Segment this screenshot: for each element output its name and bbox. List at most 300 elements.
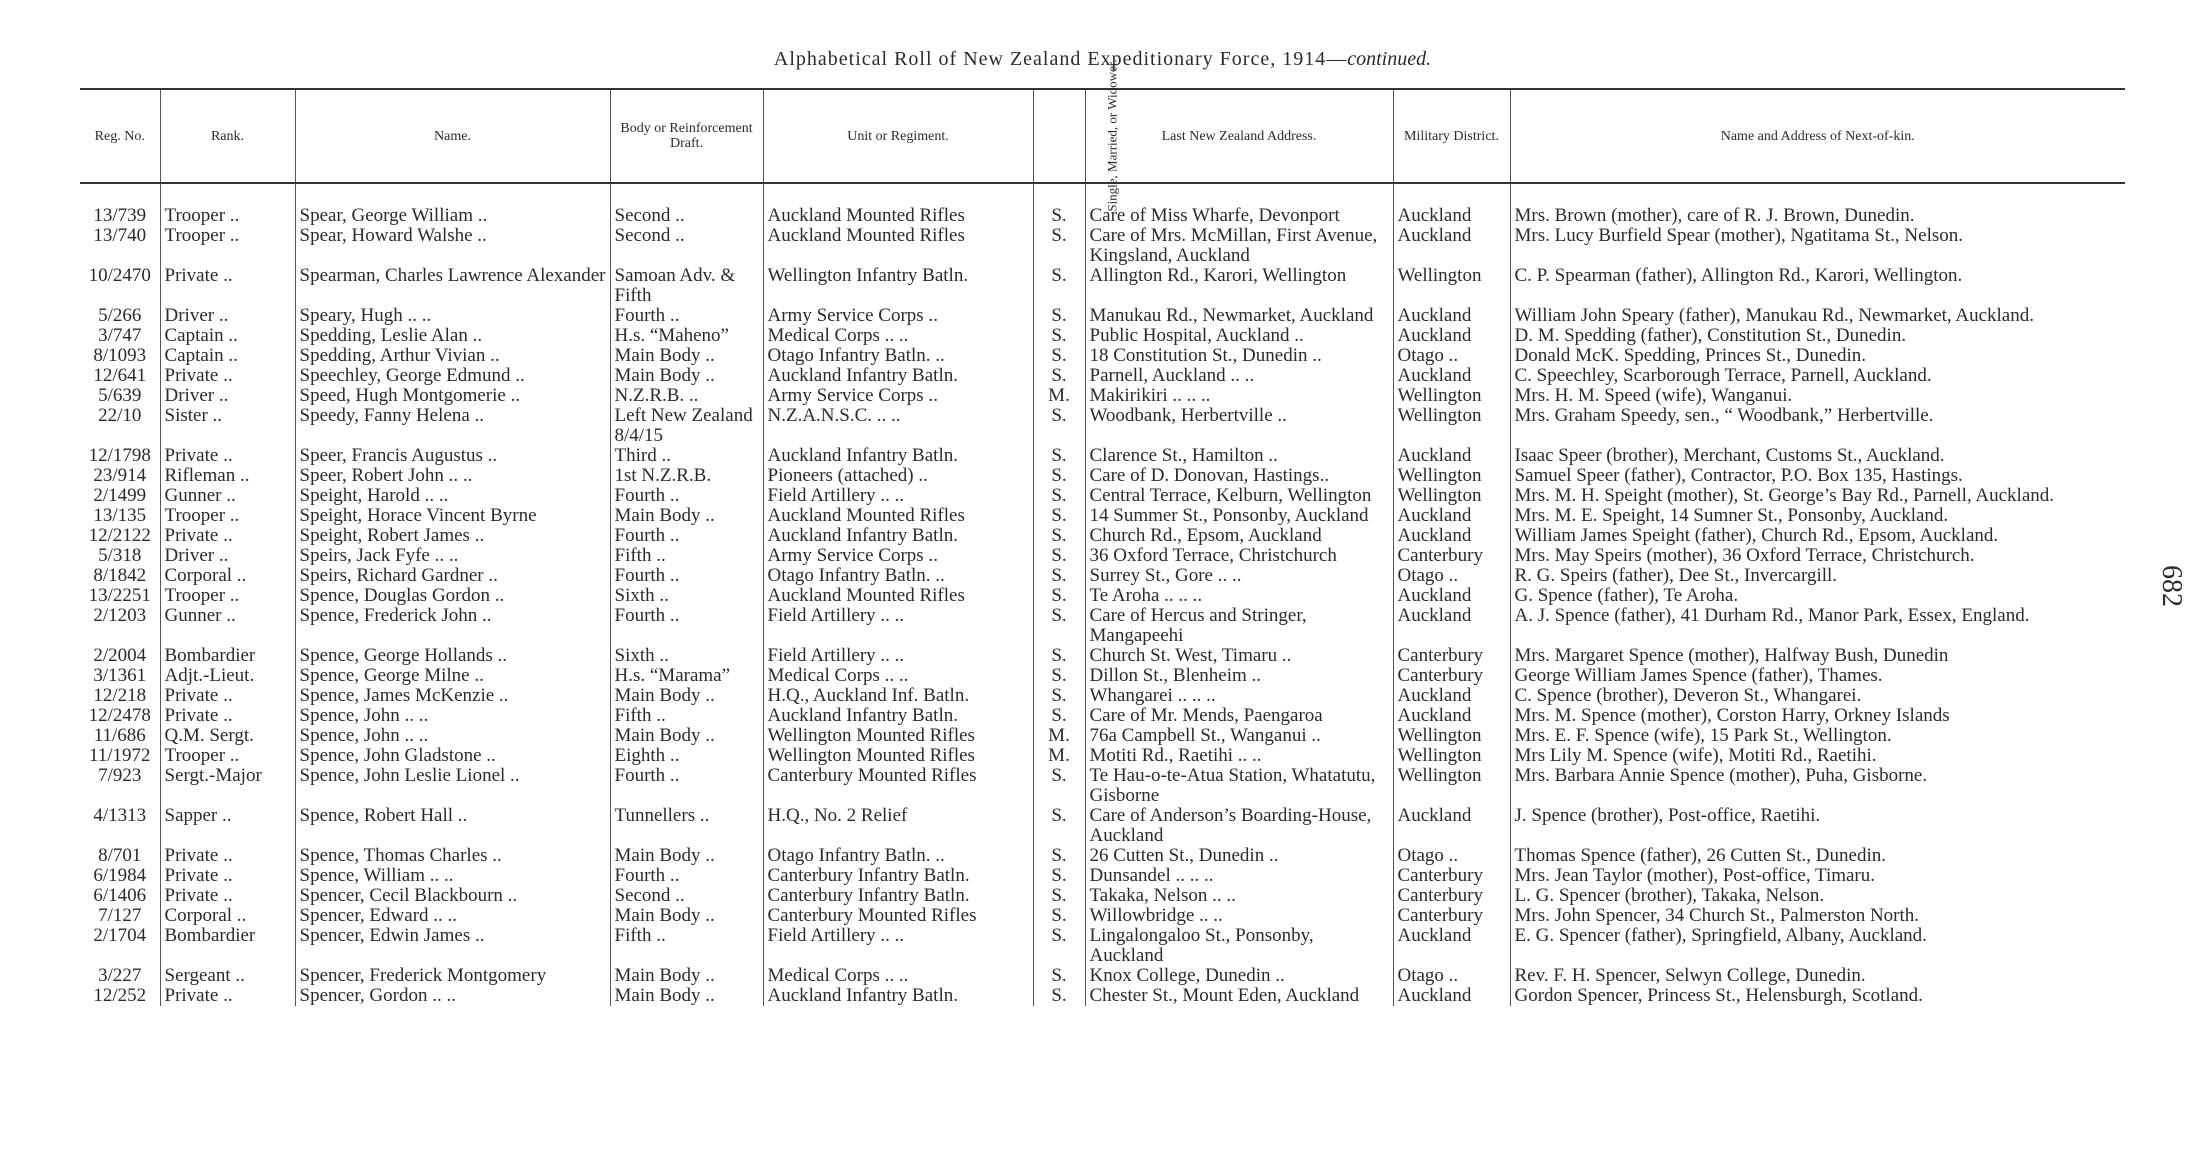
table-row: [80, 846, 2125, 866]
cell-marital-status: S.: [1033, 846, 1085, 866]
table-row: [80, 686, 2125, 706]
cell-address: Allington Rd., Karori, Wellington: [1085, 266, 1393, 306]
cell-next-of-kin: Mrs. M. H. Speight (mother), St. George’s Bay Rd., Parnell, Auckland.: [1514, 486, 2055, 506]
cell-district: Auckland: [1393, 226, 1510, 266]
cell-next-of-kin: G. Spence (father), Te Aroha.: [1514, 586, 1739, 606]
cell-unit: Field Artillery .. ..: [763, 926, 1033, 966]
cell-draft: N.Z.R.B. ..: [610, 386, 763, 406]
cell-address: Care of Mr. Mends, Paengaroa: [1085, 706, 1393, 726]
cell-address: 18 Constitution St., Dunedin ..: [1085, 346, 1393, 366]
cell-unit: Auckland Infantry Batln.: [763, 446, 1033, 466]
cell-name: Spencer, Edwin James ..: [295, 926, 610, 966]
cell-marital-status: S.: [1033, 446, 1085, 466]
cell-name: Spence, William .. ..: [295, 866, 610, 886]
cell-draft: Fourth ..: [610, 566, 763, 586]
cell-next-of-kin: J. Spence (brother), Post-office, Raetihi.: [1514, 806, 1821, 826]
cell-district: Canterbury: [1393, 886, 1510, 906]
cell-draft: Main Body ..: [610, 906, 763, 926]
cell-next-of-kin: George William James Spence (father), Thames.: [1514, 666, 1883, 686]
cell-marital-status: S.: [1033, 666, 1085, 686]
cell-district: Wellington: [1393, 406, 1510, 446]
cell-draft: Tunnellers ..: [610, 806, 763, 846]
cell-next-of-kin: Mrs. M. Spence (mother), Corston Harry, Orkney Islands: [1514, 706, 1950, 726]
cell-marital-status: S.: [1033, 326, 1085, 346]
cell-draft: Samoan Adv. & Fifth: [610, 266, 763, 306]
cell-marital-status: S.: [1033, 346, 1085, 366]
cell-reg-no: 3/1361: [80, 666, 160, 686]
table-row: [80, 726, 2125, 746]
cell-name: Spear, George William ..: [295, 183, 610, 226]
col-header-reg-no: Reg. No.: [80, 89, 160, 183]
cell-name: Spence, Thomas Charles ..: [295, 846, 610, 866]
table-row: [80, 526, 2125, 546]
cell-district: Wellington: [1393, 766, 1510, 806]
cell-unit: Auckland Infantry Batln.: [763, 986, 1033, 1006]
cell-reg-no: 6/1984: [80, 866, 160, 886]
cell-district: Auckland: [1393, 366, 1510, 386]
cell-district: Canterbury: [1393, 666, 1510, 686]
cell-reg-no: 8/701: [80, 846, 160, 866]
cell-marital-status: M.: [1033, 746, 1085, 766]
col-header-next-of-kin: Name and Address of Next-of-kin.: [1510, 89, 2125, 183]
cell-reg-no: 12/1798: [80, 446, 160, 466]
cell-reg-no: 12/2478: [80, 706, 160, 726]
cell-address: 14 Summer St., Ponsonby, Auckland: [1085, 506, 1393, 526]
cell-address: Parnell, Auckland .. ..: [1085, 366, 1393, 386]
table-row: [80, 226, 2125, 266]
cell-unit: Canterbury Infantry Batln.: [763, 886, 1033, 906]
cell-unit: Medical Corps .. ..: [763, 326, 1033, 346]
cell-marital-status: S.: [1033, 606, 1085, 646]
cell-reg-no: 6/1406: [80, 886, 160, 906]
cell-unit: Wellington Mounted Rifles: [763, 726, 1033, 746]
cell-address: Central Terrace, Kelburn, Wellington: [1085, 486, 1393, 506]
cell-draft: Fifth ..: [610, 546, 763, 566]
cell-unit: Army Service Corps ..: [763, 306, 1033, 326]
cell-next-of-kin: Mrs. Barbara Annie Spence (mother), Puha, Gisborne.: [1514, 766, 1928, 786]
cell-address: Church St. West, Timaru ..: [1085, 646, 1393, 666]
cell-reg-no: 5/318: [80, 546, 160, 566]
cell-draft: Sixth ..: [610, 586, 763, 606]
cell-name: Spence, John Gladstone ..: [295, 746, 610, 766]
cell-address: Dunsandel .. .. ..: [1085, 866, 1393, 886]
col-header-name: Name.: [295, 89, 610, 183]
cell-marital-status: S.: [1033, 366, 1085, 386]
cell-rank: Private ..: [160, 706, 295, 726]
table-row: [80, 666, 2125, 686]
cell-address: Public Hospital, Auckland ..: [1085, 326, 1393, 346]
table-row: [80, 586, 2125, 606]
cell-address: Willowbridge .. ..: [1085, 906, 1393, 926]
cell-reg-no: 12/252: [80, 986, 160, 1006]
cell-rank: Corporal ..: [160, 566, 295, 586]
cell-next-of-kin: C. P. Spearman (father), Allington Rd., Karori, Wellington.: [1514, 266, 1963, 286]
cell-unit: Auckland Mounted Rifles: [763, 183, 1033, 226]
cell-district: Auckland: [1393, 446, 1510, 466]
cell-reg-no: 7/923: [80, 766, 160, 806]
cell-district: Auckland: [1393, 306, 1510, 326]
title-main: Alphabetical Roll of New Zealand Expeditionary Force, 1914—: [773, 48, 1348, 70]
cell-next-of-kin: E. G. Spencer (father), Springfield, Albany, Auckland.: [1514, 926, 1927, 946]
cell-reg-no: 12/218: [80, 686, 160, 706]
cell-district: Auckland: [1393, 706, 1510, 726]
cell-next-of-kin: Mrs. Graham Speedy, sen., “ Woodbank,” Herbertville.: [1514, 406, 1934, 426]
cell-reg-no: 3/227: [80, 966, 160, 986]
cell-name: Speer, Robert John .. ..: [295, 466, 610, 486]
cell-next-of-kin: Gordon Spencer, Princess St., Helensburgh, Scotland.: [1514, 986, 1923, 1006]
cell-reg-no: 13/740: [80, 226, 160, 266]
cell-address: Motiti Rd., Raetihi .. ..: [1085, 746, 1393, 766]
cell-marital-status: S.: [1033, 546, 1085, 566]
cell-rank: Private ..: [160, 886, 295, 906]
cell-district: Auckland: [1393, 686, 1510, 706]
cell-name: Spencer, Frederick Montgomery: [295, 966, 610, 986]
cell-draft: Main Body ..: [610, 686, 763, 706]
table-row: [80, 966, 2125, 986]
cell-district: Auckland: [1393, 986, 1510, 1006]
cell-name: Speight, Robert James ..: [295, 526, 610, 546]
col-header-rank: Rank.: [160, 89, 295, 183]
cell-reg-no: 13/135: [80, 506, 160, 526]
page-title: [0, 48, 2205, 71]
cell-marital-status: S.: [1033, 866, 1085, 886]
cell-name: Spence, John Leslie Lionel ..: [295, 766, 610, 806]
cell-marital-status: S.: [1033, 986, 1085, 1006]
cell-marital-status: S.: [1033, 406, 1085, 446]
cell-rank: Sergeant ..: [160, 966, 295, 986]
cell-next-of-kin: Mrs. Brown (mother), care of R. J. Brown, Dunedin.: [1514, 205, 1915, 226]
col-header-unit: Unit or Regiment.: [763, 89, 1033, 183]
cell-draft: Second ..: [610, 226, 763, 266]
cell-name: Spence, James McKenzie ..: [295, 686, 610, 706]
cell-unit: Army Service Corps ..: [763, 546, 1033, 566]
cell-name: Spence, George Milne ..: [295, 666, 610, 686]
cell-district: Wellington: [1393, 726, 1510, 746]
cell-reg-no: 2/1704: [80, 926, 160, 966]
table-row: [80, 906, 2125, 926]
cell-rank: Trooper ..: [160, 586, 295, 606]
table-row: [80, 606, 2125, 646]
cell-rank: Trooper ..: [160, 506, 295, 526]
cell-rank: Bombardier: [160, 926, 295, 966]
table-row: [80, 326, 2125, 346]
cell-draft: Left New Zealand 8/4/15: [610, 406, 763, 446]
cell-district: Wellington: [1393, 266, 1510, 306]
cell-marital-status: M.: [1033, 726, 1085, 746]
cell-address: 36 Oxford Terrace, Christchurch: [1085, 546, 1393, 566]
cell-rank: Private ..: [160, 266, 295, 306]
cell-marital-status: S.: [1033, 226, 1085, 266]
cell-marital-status: M.: [1033, 386, 1085, 406]
cell-unit: Auckland Infantry Batln.: [763, 366, 1033, 386]
table-row: [80, 746, 2125, 766]
cell-marital-status: S.: [1033, 906, 1085, 926]
cell-marital-status: S.: [1033, 706, 1085, 726]
cell-unit: Medical Corps .. ..: [763, 966, 1033, 986]
table-row: [80, 446, 2125, 466]
cell-address: Care of Hercus and Stringer, Mangapeehi: [1085, 606, 1393, 646]
cell-next-of-kin: Mrs. Lucy Burfield Spear (mother), Ngatitama St., Nelson.: [1514, 226, 1964, 246]
cell-draft: Fourth ..: [610, 866, 763, 886]
cell-district: Auckland: [1393, 326, 1510, 346]
cell-district: Wellington: [1393, 486, 1510, 506]
cell-marital-status: S.: [1033, 886, 1085, 906]
cell-name: Spence, George Hollands ..: [295, 646, 610, 666]
cell-name: Spencer, Cecil Blackbourn ..: [295, 886, 610, 906]
cell-draft: Fourth ..: [610, 306, 763, 326]
table-row: [80, 566, 2125, 586]
cell-marital-status: S.: [1033, 806, 1085, 846]
cell-district: Otago ..: [1393, 846, 1510, 866]
cell-draft: Main Body ..: [610, 966, 763, 986]
cell-marital-status: S.: [1033, 566, 1085, 586]
cell-rank: Corporal ..: [160, 906, 295, 926]
cell-address: Dillon St., Blenheim ..: [1085, 666, 1393, 686]
cell-draft: Second ..: [610, 886, 763, 906]
cell-draft: H.s. “Marama”: [610, 666, 763, 686]
cell-rank: Trooper ..: [160, 226, 295, 266]
cell-draft: Main Body ..: [610, 346, 763, 366]
cell-unit: H.Q., No. 2 Relief: [763, 806, 1033, 846]
cell-reg-no: 7/127: [80, 906, 160, 926]
table-row: [80, 406, 2125, 446]
cell-reg-no: 2/2004: [80, 646, 160, 666]
cell-draft: Fourth ..: [610, 526, 763, 546]
cell-marital-status: S.: [1033, 183, 1085, 226]
cell-draft: Second ..: [610, 183, 763, 226]
cell-draft: Fourth ..: [610, 766, 763, 806]
table-row: [80, 506, 2125, 526]
cell-unit: Wellington Infantry Batln.: [763, 266, 1033, 306]
cell-next-of-kin: Mrs. Margaret Spence (mother), Halfway Bush, Dunedin: [1514, 646, 1949, 666]
cell-address: Takaka, Nelson .. ..: [1085, 886, 1393, 906]
cell-address: Care of Mrs. McMillan, First Avenue, Kingsland, Auckland: [1085, 226, 1393, 266]
page-number: 682: [2156, 565, 2187, 607]
cell-rank: Private ..: [160, 846, 295, 866]
table-row: [80, 926, 2125, 966]
cell-marital-status: S.: [1033, 586, 1085, 606]
cell-marital-status: S.: [1033, 526, 1085, 546]
cell-reg-no: 8/1842: [80, 566, 160, 586]
cell-name: Spence, John .. ..: [295, 706, 610, 726]
cell-next-of-kin: Mrs. H. M. Speed (wife), Wanganui.: [1514, 386, 1793, 406]
cell-reg-no: 12/641: [80, 366, 160, 386]
cell-reg-no: 8/1093: [80, 346, 160, 366]
cell-unit: Field Artillery .. ..: [763, 486, 1033, 506]
cell-unit: Army Service Corps ..: [763, 386, 1033, 406]
table-row: [80, 806, 2125, 846]
cell-address: Knox College, Dunedin ..: [1085, 966, 1393, 986]
cell-next-of-kin: C. Spence (brother), Deveron St., Whangarei.: [1514, 686, 1862, 706]
cell-reg-no: 5/266: [80, 306, 160, 326]
cell-unit: Pioneers (attached) ..: [763, 466, 1033, 486]
cell-rank: Sergt.-Major: [160, 766, 295, 806]
cell-draft: 1st N.Z.R.B.: [610, 466, 763, 486]
cell-unit: Otago Infantry Batln. ..: [763, 566, 1033, 586]
cell-rank: Trooper ..: [160, 183, 295, 226]
col-header-marital-label: Single, Married, or Widower.: [1104, 59, 1120, 212]
cell-name: Spear, Howard Walshe ..: [295, 226, 610, 266]
header-row: [80, 89, 2125, 183]
cell-marital-status: S.: [1033, 686, 1085, 706]
cell-marital-status: S.: [1033, 926, 1085, 966]
cell-address: Care of Anderson’s Boarding-House, Auckland: [1085, 806, 1393, 846]
cell-next-of-kin: Mrs. E. F. Spence (wife), 15 Park St., Wellington.: [1514, 726, 1892, 746]
cell-district: Auckland: [1393, 506, 1510, 526]
cell-district: Auckland: [1393, 586, 1510, 606]
cell-draft: Main Body ..: [610, 986, 763, 1006]
cell-address: Lingalongaloo St., Ponsonby, Auckland: [1085, 926, 1393, 966]
table-row: [80, 386, 2125, 406]
cell-district: Wellington: [1393, 746, 1510, 766]
cell-address: 26 Cutten St., Dunedin ..: [1085, 846, 1393, 866]
cell-address: Manukau Rd., Newmarket, Auckland: [1085, 306, 1393, 326]
table-row: [80, 866, 2125, 886]
cell-draft: Main Body ..: [610, 846, 763, 866]
cell-next-of-kin: Rev. F. H. Spencer, Selwyn College, Dunedin.: [1514, 966, 1866, 986]
col-header-address: Last New Zealand Address.: [1085, 89, 1393, 183]
cell-district: Canterbury: [1393, 866, 1510, 886]
cell-next-of-kin: C. Speechley, Scarborough Terrace, Parnell, Auckland.: [1514, 366, 1932, 386]
cell-name: Spencer, Edward .. ..: [295, 906, 610, 926]
cell-marital-status: S.: [1033, 266, 1085, 306]
cell-name: Speirs, Jack Fyfe .. ..: [295, 546, 610, 566]
cell-draft: Eighth ..: [610, 746, 763, 766]
cell-draft: H.s. “Maheno”: [610, 326, 763, 346]
cell-rank: Private ..: [160, 366, 295, 386]
cell-next-of-kin: Isaac Speer (brother), Merchant, Customs St., Auckland.: [1514, 446, 1945, 466]
cell-marital-status: S.: [1033, 466, 1085, 486]
col-header-district: Military District.: [1393, 89, 1510, 183]
table-row: [80, 266, 2125, 306]
cell-name: Speedy, Fanny Helena ..: [295, 406, 610, 446]
cell-draft: Main Body ..: [610, 726, 763, 746]
table-row: [80, 766, 2125, 806]
cell-unit: N.Z.A.N.S.C. .. ..: [763, 406, 1033, 446]
cell-rank: Captain ..: [160, 326, 295, 346]
cell-address: Makirikiri .. .. ..: [1085, 386, 1393, 406]
cell-draft: Fifth ..: [610, 926, 763, 966]
cell-district: Wellington: [1393, 466, 1510, 486]
cell-district: Canterbury: [1393, 646, 1510, 666]
cell-name: Spence, John .. ..: [295, 726, 610, 746]
cell-draft: Third ..: [610, 446, 763, 466]
cell-district: Auckland: [1393, 526, 1510, 546]
table-row: [80, 366, 2125, 386]
cell-next-of-kin: Mrs. Jean Taylor (mother), Post-office, Timaru.: [1514, 866, 1876, 886]
cell-address: Surrey St., Gore .. ..: [1085, 566, 1393, 586]
cell-draft: Fourth ..: [610, 486, 763, 506]
cell-next-of-kin: Mrs. John Spencer, 34 Church St., Palmerston North.: [1514, 906, 1920, 926]
table-row: [80, 306, 2125, 326]
cell-draft: Fourth ..: [610, 606, 763, 646]
cell-next-of-kin: William John Speary (father), Manukau Rd., Newmarket, Auckland.: [1514, 306, 2034, 326]
cell-unit: Auckland Mounted Rifles: [763, 226, 1033, 266]
cell-reg-no: 22/10: [80, 406, 160, 446]
cell-reg-no: 13/2251: [80, 586, 160, 606]
cell-district: Otago ..: [1393, 566, 1510, 586]
cell-unit: Field Artillery .. ..: [763, 606, 1033, 646]
cell-address: Church Rd., Epsom, Auckland: [1085, 526, 1393, 546]
cell-marital-status: S.: [1033, 506, 1085, 526]
cell-next-of-kin: R. G. Speirs (father), Dee St., Invercargill.: [1514, 566, 1838, 586]
cell-name: Spence, Douglas Gordon ..: [295, 586, 610, 606]
table-row: [80, 183, 2125, 226]
col-header-marital: [1033, 59, 1120, 212]
cell-unit: Wellington Mounted Rifles: [763, 746, 1033, 766]
cell-rank: Driver ..: [160, 386, 295, 406]
cell-next-of-kin: A. J. Spence (father), 41 Durham Rd., Manor Park, Essex, England.: [1514, 606, 2030, 626]
cell-unit: Canterbury Mounted Rifles: [763, 766, 1033, 806]
cell-name: Speechley, George Edmund ..: [295, 366, 610, 386]
cell-name: Spencer, Gordon .. ..: [295, 986, 610, 1006]
cell-rank: Sister ..: [160, 406, 295, 446]
cell-address: Clarence St., Hamilton ..: [1085, 446, 1393, 466]
cell-address: Chester St., Mount Eden, Auckland: [1085, 986, 1393, 1006]
cell-name: Spearman, Charles Lawrence Alexander: [295, 266, 610, 306]
cell-rank: Private ..: [160, 866, 295, 886]
cell-marital-status: S.: [1033, 966, 1085, 986]
roll-body: [80, 183, 2125, 1006]
table-row: [80, 986, 2125, 1006]
title-continued: continued.: [1347, 48, 1432, 70]
cell-rank: Private ..: [160, 686, 295, 706]
cell-reg-no: 4/1313: [80, 806, 160, 846]
cell-name: Spence, Robert Hall ..: [295, 806, 610, 846]
cell-next-of-kin: William James Speight (father), Church Rd., Epsom, Auckland.: [1514, 526, 1999, 546]
cell-address: Woodbank, Herbertville ..: [1085, 406, 1393, 446]
cell-district: Auckland: [1393, 606, 1510, 646]
cell-unit: Canterbury Infantry Batln.: [763, 866, 1033, 886]
cell-marital-status: S.: [1033, 306, 1085, 326]
cell-reg-no: 10/2470: [80, 266, 160, 306]
table-row: [80, 346, 2125, 366]
cell-name: Speary, Hugh .. ..: [295, 306, 610, 326]
cell-district: Otago ..: [1393, 966, 1510, 986]
cell-rank: Rifleman ..: [160, 466, 295, 486]
cell-draft: Main Body ..: [610, 506, 763, 526]
cell-next-of-kin: Mrs. M. E. Speight, 14 Sumner St., Ponsonby, Auckland.: [1514, 506, 1949, 526]
cell-name: Spedding, Leslie Alan ..: [295, 326, 610, 346]
cell-rank: Private ..: [160, 526, 295, 546]
cell-address: Care of D. Donovan, Hastings..: [1085, 466, 1393, 486]
cell-district: Otago ..: [1393, 346, 1510, 366]
table-row: [80, 706, 2125, 726]
cell-next-of-kin: Samuel Speer (father), Contractor, P.O. Box 135, Hastings.: [1514, 466, 1963, 486]
cell-address: Te Hau-o-te-Atua Station, Whatatutu, Gisborne: [1085, 766, 1393, 806]
cell-name: Speight, Harold .. ..: [295, 486, 610, 506]
cell-next-of-kin: Thomas Spence (father), 26 Cutten St., Dunedin.: [1514, 846, 1886, 866]
cell-reg-no: 5/639: [80, 386, 160, 406]
cell-district: Auckland: [1393, 183, 1510, 226]
cell-unit: Canterbury Mounted Rifles: [763, 906, 1033, 926]
cell-marital-status: S.: [1033, 486, 1085, 506]
cell-district: Wellington: [1393, 386, 1510, 406]
cell-address: Whangarei .. .. ..: [1085, 686, 1393, 706]
cell-rank: Gunner ..: [160, 606, 295, 646]
col-header-draft: Body or Reinforcement Draft.: [610, 89, 763, 183]
table-row: [80, 546, 2125, 566]
cell-name: Speight, Horace Vincent Byrne: [295, 506, 610, 526]
cell-district: Auckland: [1393, 926, 1510, 966]
cell-next-of-kin: L. G. Spencer (brother), Takaka, Nelson.: [1514, 886, 1825, 906]
cell-name: Spedding, Arthur Vivian ..: [295, 346, 610, 366]
cell-unit: Otago Infantry Batln. ..: [763, 846, 1033, 866]
cell-marital-status: S.: [1033, 646, 1085, 666]
cell-reg-no: 11/686: [80, 726, 160, 746]
table-row: [80, 486, 2125, 506]
cell-address: Care of Miss Wharfe, Devonport: [1085, 183, 1393, 226]
